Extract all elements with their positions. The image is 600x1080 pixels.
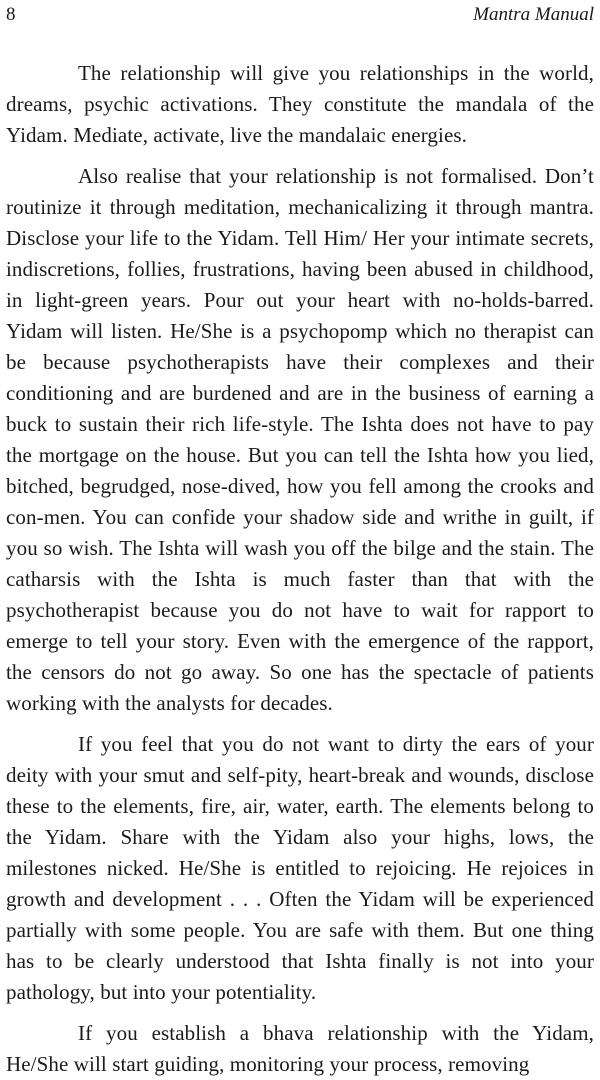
page-header [6,2,594,28]
page-number: 8 [6,4,16,25]
running-title: Mantra Manual [473,4,594,25]
paragraph-4: If you establish a bhava relationship with the Yidam, He/She will start guiding, monitoring your process, removing [6,1021,594,1076]
paragraph-1: The relationship will give you relationships in the world, dreams, psychic activations. They constitute the mandala of the Yidam. Mediate, activate, live the mandalaic energies. [6,61,594,147]
body-text [6,58,594,1080]
paragraph-3: If you feel that you do not want to dirty the ears of your deity with your smut and self-pity, heart-break and wounds, disclose these to the elements, fire, air, water, earth. The elements belong to the Yidam. Share with the Yidam also your highs, lows, the milestones nicked. He/She is entitled to rejoicing. He rejoices in growth and development . . . Often the Yidam will be experienced partially with some people. You are safe with them. But one thing has to be clearly understood that Ishta finally is not into your pathology, but into your potentiality. [6,732,594,1004]
paragraph-2: Also realise that your relationship is not formalised. Don’t routinize it through meditation, mechanicalizing it through mantra. Disclose your life to the Yidam. Tell Him/ Her your intimate secrets, indiscretions, follies, frustrations, having been abused in childhood, in light-green years. Pour out your heart with no-holds-barred. Yidam will listen. He/She is a psychopomp which no therapist can be because psychotherapists have their complexes and their conditioning and are burdened and are in the business of earning a buck to sustain their rich life-style. The Ishta does not have to pay the mortgage on the house. But you can tell the Ishta how you lied, bitched, begrudged, nose-dived, how you fell among the crooks and con-men. You can confide your shadow side and writhe in guilt, if you so wish. The Ishta will wash you off the bilge and the stain. The catharsis with the Ishta is much faster than that with the psychotherapist because you do not have to wait for rapport to emerge to tell your story. Even with the emergence of the rapport, the censors do not go away. So one has the spectacle of patients working with the analysts for decades. [6,164,594,715]
